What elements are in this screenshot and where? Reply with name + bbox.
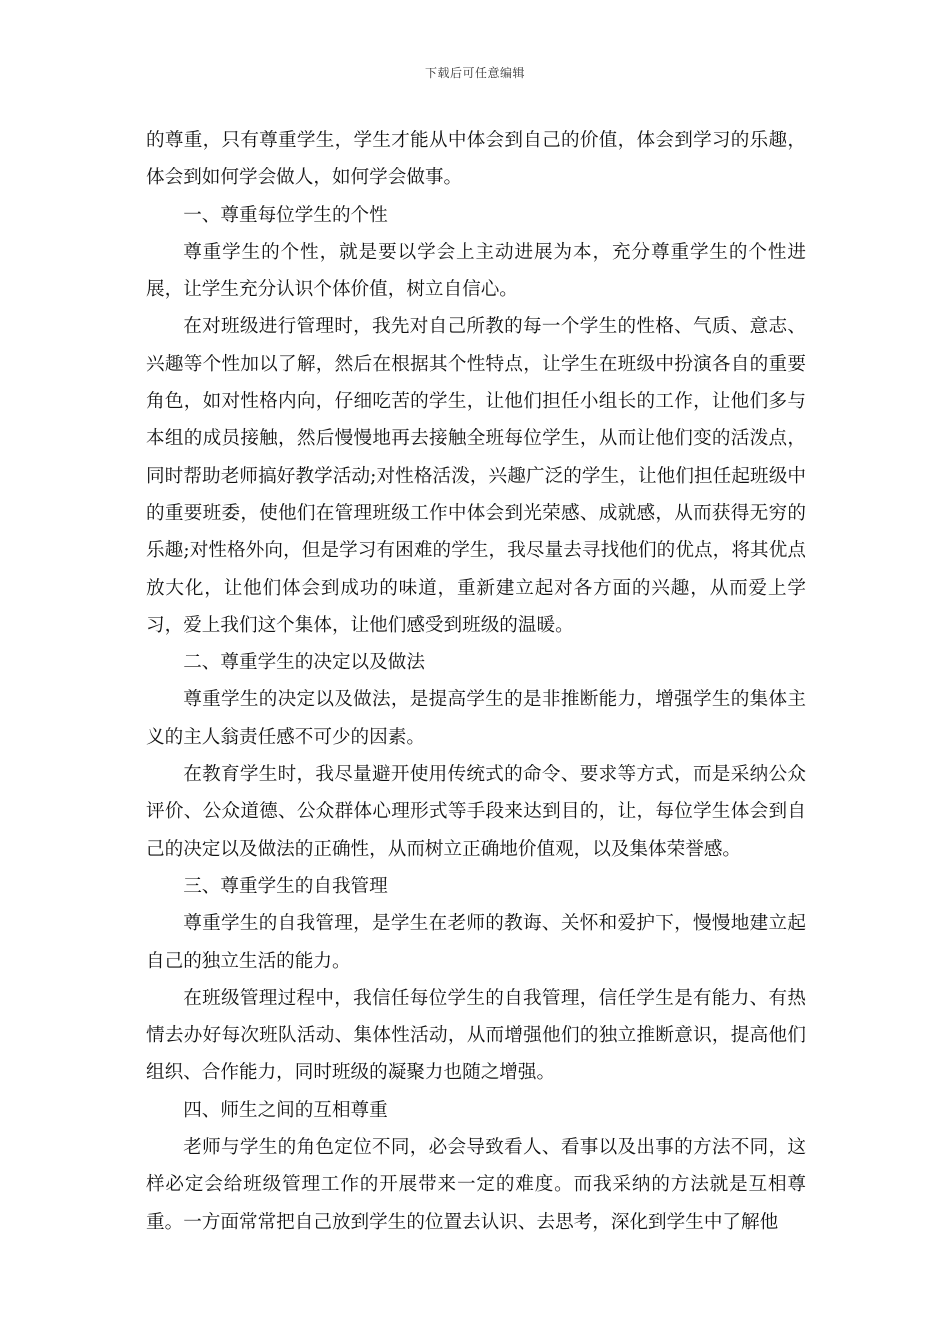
- section-heading: 一、尊重每位学生的个性: [183, 204, 388, 226]
- paragraph: 尊重学生的决定以及做法，是提高学生的是非推断能力，增强学生的集体主义的主人翁责任感不可少的因素。: [146, 689, 806, 748]
- page-header: 下载后可任意编辑: [424, 66, 525, 80]
- paragraph: 在班级管理过程中，我信任每位学生的自我管理，信任学生是有能力、有热情去办好每次班队活动、集体性活动，从而增强他们的独立推断意识，提高他们组织、合作能力，同时班级的凝聚力也随之增强。: [146, 987, 806, 1084]
- section-heading: 四、师生之间的互相尊重: [183, 1099, 388, 1121]
- paragraph: 老师与学生的角色定位不同，必会导致看人、看事以及出事的方法不同，这样必定会给班级管理工作的开展带来一定的难度。而我采纳的方法就是互相尊重。一方面常常把自己放到学生的位置去认识、去思考，深化到学生中了解他: [146, 1137, 806, 1233]
- section-heading: 三、尊重学生的自我管理: [183, 875, 388, 897]
- paragraph: 尊重学生的自我管理，是学生在老师的教诲、关怀和爱护下，慢慢地建立起自己的独立生活的能力。: [146, 913, 806, 972]
- paragraph: 在对班级进行管理时，我先对自己所教的每一个学生的性格、气质、意志、兴趣等个性加以了解，然后在根据其个性特点，让学生在班级中扮演各自的重要角色，如对性格内向，仔细吃苦的学生，让他们担任小组长的工作，让他们多与本组的成员接触，然后慢慢地再去接触全班每位学生，从而让他们变的活泼点，同时帮助老师搞好教学活动;对性格活泼，兴趣广泛的学生，让他们担任起班级中的重要班委，使他们在管理班级工作中体会到光荣感、成就感，从而获得无穷的乐趣;对性格外向，但是学习有困难的学生，我尽量去寻找他们的优点，将其优点放大化，让他们体会到成功的味道，重新建立起对各方面的兴趣，从而爱上学习，爱上我们这个集体，让他们感受到班级的温暖。: [146, 316, 806, 636]
- paragraph: 尊重学生的个性，就是要以学会上主动进展为本，充分尊重学生的个性进展，让学生充分认识个体价值，树立自信心。: [146, 241, 806, 301]
- paragraph: 在教育学生时，我尽量避开使用传统式的命令、要求等方式，而是采纳公众评价、公众道德、公众群体心理形式等手段来达到目的，让，每位学生体会到自己的决定以及做法的正确性，从而树立正确地价值观，以及集体荣誉感。: [146, 764, 806, 860]
- document-body: [146, 122, 806, 1241]
- paragraph: 的尊重，只有尊重学生，学生才能从中体会到自己的价值，体会到学习的乐趣，体会到如何学会做人，如何学会做事。: [146, 130, 806, 189]
- section-heading: 二、尊重学生的决定以及做法: [183, 652, 425, 674]
